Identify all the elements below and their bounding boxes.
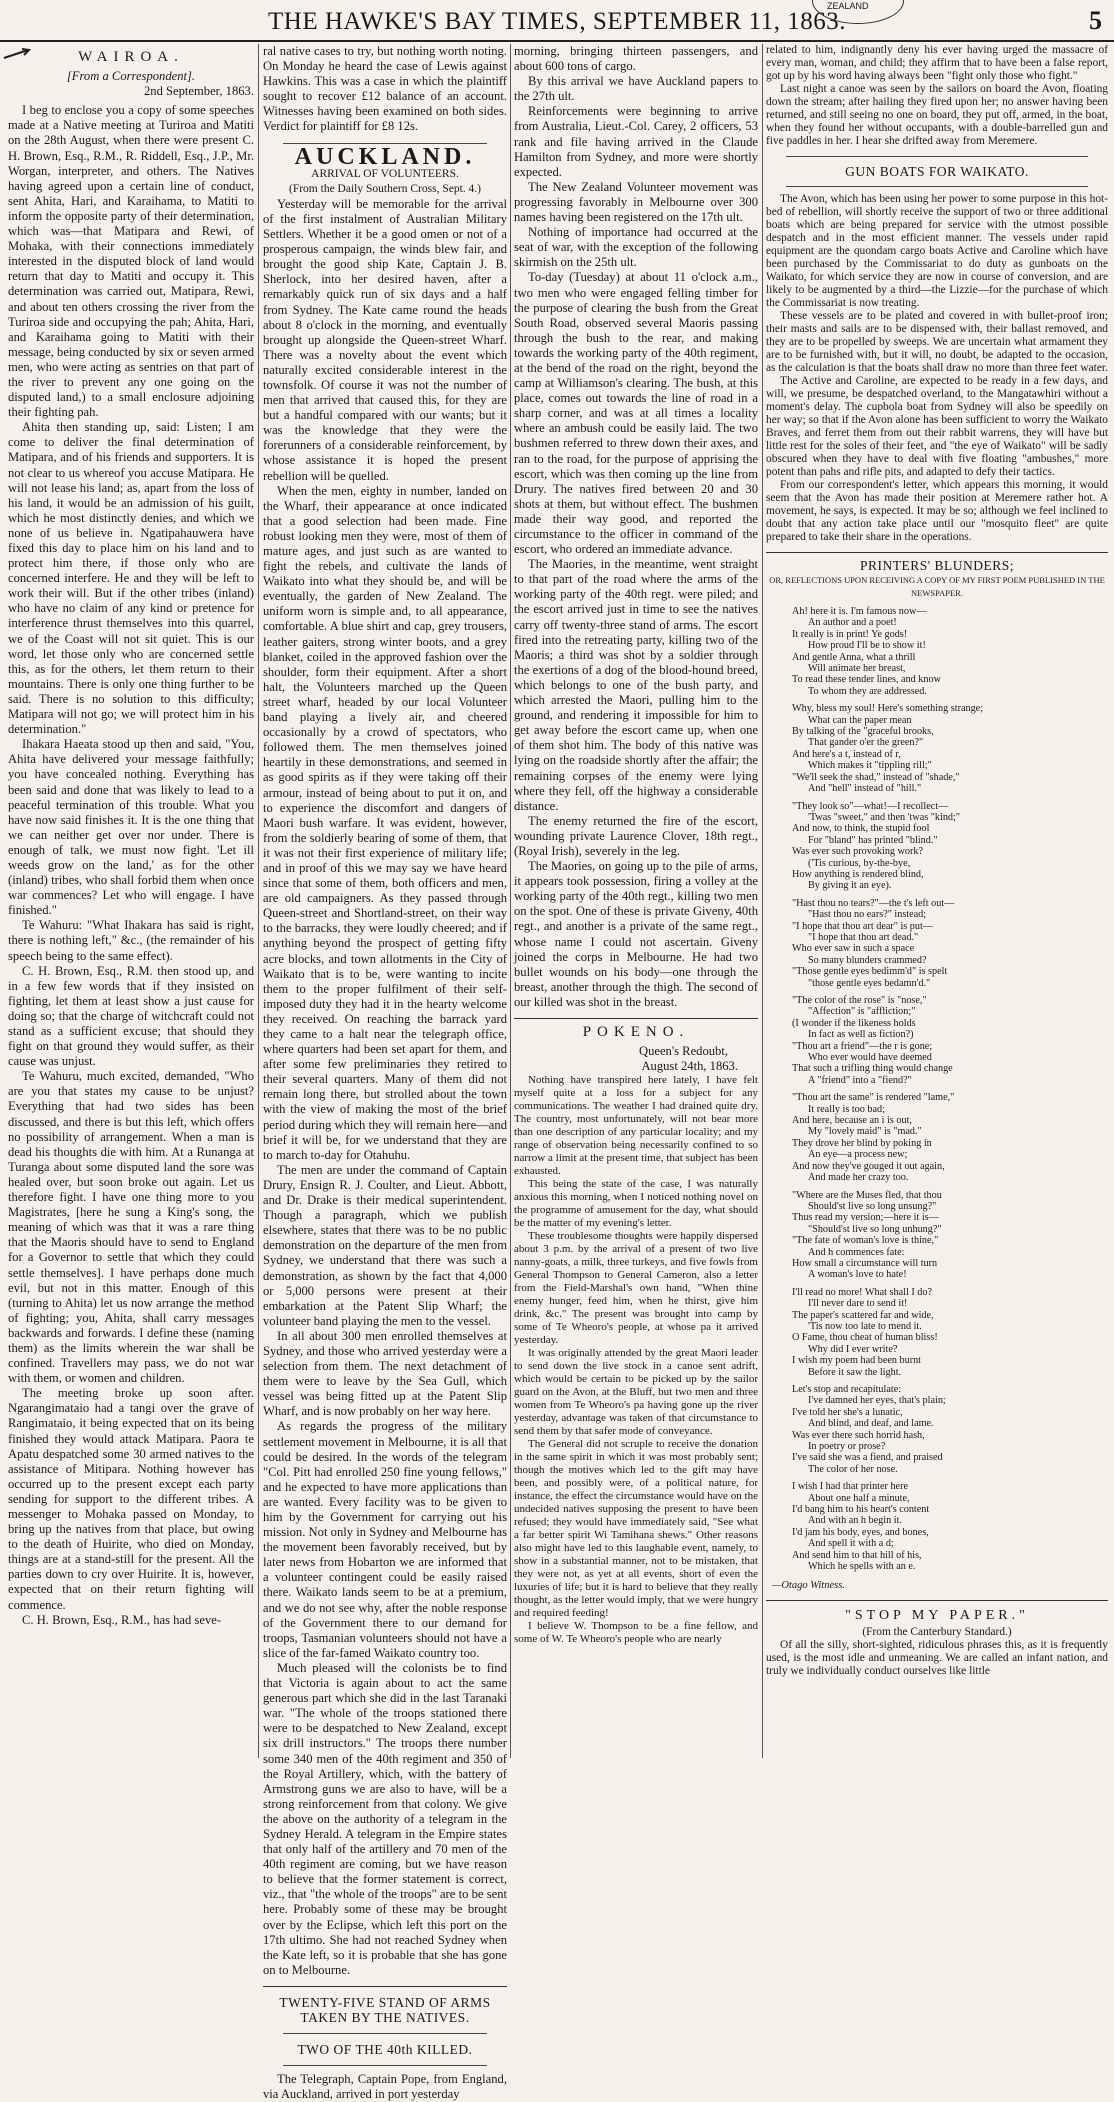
poem-line: I've damned her eyes, that's plain;	[808, 1395, 946, 1407]
poem-line: And with an h begin it.	[808, 1515, 902, 1527]
paragraph: Te Wahuru, much excited, demanded, "Who are you that states my cause to be unjust? Everything that had two sides has been discussed, and there is but this left, which offers no possibility of arrangement. When a man is dead his thoughts die with him. At a Runanga at Turanga about some disputed land the sore was healed over, but soon broke out again. Let us therefore fight. I have one thing more to you Magistrates, [here he sung a King's song, the meaning of which was that it was a rare thing that the Maoris should have to send to England for a Governor to settle that which they could settle themselves]. I have perhaps done much evil, but not in this matter. Enough of this (turning to Ahita) let us now arrange the method of fighting; you, Ahita, shall carry messages backwards and forwards. I define these (naming them) as the limits wherein the war shall be confined. Travellers may pass, we do not war with them, or women and children.	[8, 1069, 254, 1386]
poem-line: The color of her nose.	[808, 1463, 898, 1475]
poem-line: "I hope that thou art dead."	[808, 931, 919, 943]
column-1	[8, 44, 254, 1758]
poem-line: How anything is rendered blind,	[792, 868, 924, 880]
poem-line: A "friend" into a "fiend?"	[808, 1074, 912, 1086]
poem-line: And made her crazy too.	[808, 1172, 909, 1184]
poem-line: Which makes it "tippling rill;"	[808, 760, 932, 772]
paragraph: Ahita then standing up, said: Listen; I am come to deliver the final determination of Matipara, and of his friends and supporters. It is not clear to us whereof you accuse Matipara. He will not lease his land; as, apart from the loss of his land, it would be an admission of his guilt, which he most distinctly denies, and which we none of us believe in. Ngatipahauwera have fixed this day to place him on his land and to protect him there, if those only who are concerned interfere. He and they will be left to work their will. But if the other tribes (inland) who have no claim of any kind or pretence for interference thrust themselves into this quarrel, we of the Coast will not sit quiet. This is our word, let those only who are concerned settle this, as for the others, let them return to their mountains. There is only one thing further to be said. There is no solution to this difficulty; Matipara will not go; we will protect him in his determination."	[8, 420, 254, 737]
poem-line: An eye—a process new;	[808, 1149, 908, 1161]
poem-line: (I wonder if the likeness holds	[792, 1017, 916, 1029]
paragraph: The men are under the command of Captain Drury, Ensign R. J. Coulter, and Lieut. Abbott, and Dr. Drake is their medical superintendent. Though a paragraph, which we publish elsewhere, states that there was to be no public demonstration on the departure of the men from Sydney, we understand that there was such a demonstration, as shown by the fact that 4,000 or 5,000 persons were present at their embarkation at the Patent Slip Wharf; the volunteer band playing the men to the vessel.	[263, 1162, 507, 1328]
poem-heading: PRINTERS' BLUNDERS;	[859, 558, 1015, 573]
poem-line: Will animate her breast,	[808, 663, 906, 675]
poem-line: Thus read my version;—here it is—	[792, 1212, 939, 1224]
paragraph: The enemy returned the fire of the escort, wounding private Laurence Clover, 18th regt., (Royal Irish), severely in the leg.	[514, 813, 758, 858]
poem-line: And now, to think, the stupid fool	[792, 823, 930, 835]
poem-line: They drove her blind by poking in	[792, 1137, 932, 1149]
poem-line: My "lovely maid" is "mad."	[808, 1126, 922, 1138]
divider	[786, 156, 1088, 157]
divider	[283, 2033, 487, 2034]
dateline: August 24th, 1863.	[641, 1059, 738, 1074]
poem-line: I'll read no more! What shall I do?	[792, 1286, 932, 1298]
paragraph: The Active and Caroline, are expected to be ready in a few days, and will, we presume, be despatched overland, to the Mangatawhiri without a moment's delay. The cupbola boat from Sydney will also be speedily on her way; so that if the Avon alone has been sufficient to worry the Waikato Braves, and ferret them from out their rabbit warrens, they will have but little rest for the soles of their feet, and "the eye of Waikato" will be sadly obscured when they have to deal with five floating "ambushes," more potent than pahs and rifle pits, and adapted to defy their tactics.	[766, 375, 1108, 478]
paragraph: By this arrival we have Auckland papers to the 27th ult.	[514, 74, 758, 104]
poem-line: It really is too bad;	[808, 1103, 885, 1115]
poem-line: O Fame, thou cheat of human bliss!	[792, 1332, 938, 1344]
masthead	[0, 0, 1114, 42]
poem-line: Was ever there such horrid hash,	[792, 1429, 925, 1441]
paragraph: These vessels are to be plated and covered in with bullet-proof iron; their masts and sails are to be dispensed with, their ballast removed, and they are to be propelled by sweeps. We are uncertain what armament they are to be furnished with, but it will, no doubt, be adapted to the occasion, as the calculation is that the boats shall draw no more than three feet water.	[766, 310, 1108, 374]
poem-line: An author and a poet!	[808, 617, 897, 629]
article-heading-stop-my-paper: "STOP MY PAPER."	[845, 1607, 1029, 1623]
column-rule	[762, 44, 763, 1758]
subheading: ARRIVAL OF VOLUNTEERS.	[311, 167, 459, 180]
paragraph: ral native cases to try, but nothing worth noting. On Monday he heard the case of Lewis against Hawkins. This was a case in which the plaintiff sought to recover £12 balance of an account. Witnesses having been examined on both sides. Verdict for plaintiff for £8 12s.	[263, 44, 507, 134]
paragraph: The Maories, in the meantime, went straight to that part of the road where the arms of the working party of the 40th regt. were piled; and the escort arrived just in time to see the natives carry off twenty-three stand of arms. The escort fired into the retreating party, killing two of the Maoris; a third was shot by a soldier through the exertions of a dog of the blood-hound breed, which belongs to one of the bush party, and which arrested the Maori, pulling him to the ground, and rendering it impossible for him to get away before the escort came up, when one of them shot him. The body of this native was lying on the roadside shortly after the affair; the remaining corpses of the enemy were lying where they fell, off the highway a considerable distance.	[514, 557, 758, 813]
paragraph: C. H. Brown, Esq., R.M., has had seve-	[22, 1612, 222, 1627]
poem-line: And here's a t, instead of r,	[792, 748, 901, 760]
poem-line: I'd bang him to his heart's content	[792, 1504, 930, 1516]
poem-line: I've told her she's a lunatic,	[792, 1406, 903, 1418]
newspaper-title: THE HAWKE'S BAY TIMES, SEPTEMBER 11, 1863.	[268, 8, 846, 35]
article-source: (From the Daily Southern Cross, Sept. 4.)	[289, 182, 481, 195]
poem-line: "Thou art the same" is rendered "lame,"	[792, 1092, 955, 1104]
article-heading-wairoa: WAIROA.	[78, 49, 184, 65]
poem-line: And gentle Anna, what a thrill	[792, 651, 916, 663]
article-heading-gunboats: GUN BOATS FOR WAIKATO.	[845, 164, 1029, 179]
poem-stanza	[792, 1481, 1108, 1572]
article-heading-arms: TWENTY-FIVE STAND OF ARMS	[279, 1994, 491, 2010]
poem-stanza	[792, 1287, 1108, 1378]
paragraph: This being the state of the case, I was naturally anxious this morning, when I noticed nothing novel on the programme of amusement for the day, what should be the matter of my evening's letter.	[514, 1178, 758, 1230]
poem-line: And here, because an i is out,	[792, 1115, 912, 1127]
paragraph: The Avon, which has been using her power to some purpose in this hot-bed of rebellion, will shortly receive the support of two or three additional boats which are being prepared for service with the utmost possible despatch and in the most efficient manner. The vessels under rapid equipment are the quondam cargo boats Active and Caroline which have been purchased by the Commissariat to do duty as gunboats on the Waikato, for which service they are now in course of conversion, and are likely to be augmented by a third—the Lizzie—for the purchase of which the Commissariat is now treating.	[766, 193, 1108, 309]
poem-line: I wish my poem had been burnt	[792, 1355, 922, 1367]
poem-line: Should'st live so long unsung?"	[808, 1200, 937, 1212]
poem-line: It really is in print! Ye gods!	[792, 628, 908, 640]
paragraph: The General did not scruple to receive the donation in the same spirit in which it was most probably sent; though the motives which led to the gift may have been, and possibly were, of a political nature, for instance, the effect the circumstance would have on the undecided natives supposing the present to have been refused; they would have immediately said, "See what a far better spirit Wi Tamihana shews." Other reasons also might have led to this laughable event, namely, to show in a substantial manner, not to be mistaken, that they were not, as yet at all events, short of even the luxuries of life; but it is hard to believe that they really thought, as the letter would imply, that we were hungry and required feeding!	[514, 1438, 758, 1620]
paragraph: related to him, indignantly deny his ever having urged the massacre of every man, woman, and child; they affirm that to have been a false report, got up by his word having always been "fight only those who fight."	[766, 44, 1108, 82]
article-heading-killed: TWO OF THE 40th KILLED.	[297, 2042, 473, 2058]
poem-stanza	[792, 606, 1108, 697]
page-number: 5	[1089, 6, 1102, 35]
article-heading-pokeno: POKENO.	[582, 1024, 690, 1040]
poem-line: Who ever saw in such a space	[792, 943, 915, 955]
poem-line: "Thou art a friend"—the r is gone;	[792, 1040, 933, 1052]
poem-line: "We'll seek the shad," instead of "shade,"	[792, 771, 960, 783]
column-rule	[258, 44, 259, 1758]
poem-credit: —Otago Witness.	[772, 1579, 845, 1591]
paragraph: Reinforcements were beginning to arrive from Australia, Lieut.-Col. Carey, 2 officers, 53 rank and file having arrived in the Claude Hamilton from Sydney, and more were shortly expected.	[514, 104, 758, 179]
place: Queen's Redoubt,	[638, 1044, 728, 1059]
article-heading-auckland: AUCKLAND.	[294, 143, 476, 170]
poem-line: To whom they are addressed.	[808, 685, 927, 697]
paragraph: From our correspondent's letter, which appears this morning, it would seem that the Avon has made their position at Meremere rather hot. A movement, he says, is expected. It may be so; although we feel inclined to doubt that any action take place until our "mosquito fleet" are quite prepared to take their share in the operations.	[766, 479, 1108, 543]
column-4	[766, 44, 1108, 1758]
paragraph: Much pleased will the colonists be to find that Victoria is again about to act the same generous part which she did in the last Taranaki war. "The whole of the troops stationed there were to be despatched to New Zealand, except six drill instructors." The troops there number some 340 men of the 40th regiment and 350 of the Royal Artillery, which, with the battery of Armstrong guns we are also to have, will be a strong reinforcement from that colony. We give the above on the authority of a telegram in the Sydney Herald. A telegram in the Empire states that only half of the artillery and 70 men of the 40th regiment are coming, but we have reason to believe that the former statement is correct, viz., that "the whole of the troops" are to be sent here. Probably some of these may be brought over by the Eclipse, which left this port on the 17th ultimo. She had not reached Sydney when the Kate left, so it is probable that she has gone on to Melbourne.	[263, 1660, 507, 1977]
poem-stanza	[792, 1092, 1108, 1183]
paragraph: I believe W. Thompson to be a fine fellow, and some of W. Te Wheoro's people who are nearly	[514, 1620, 758, 1646]
paragraph: The meeting broke up soon after. Ngarangimataio had a tangi over the grave of Rangimataio, it being expected that on its being finished they would attack Matipara. Paora te Apatu despatched some 30 armed natives to the assistance of Mitipara. Nothing however has occurred up to the present except each party sending for support to the different tribes. A messenger to Mohaka passed on Monday, to bring up the natives from that place, but owing to the death of Huirite, who died on Monday, things are at a stand-still for the present. All the parties down to cry over Huirite. It is, however, expected that on their return fighting will commence.	[8, 1386, 254, 1612]
poem-line: How proud I'll be to show it!	[808, 640, 926, 652]
poem-line: In fact as well as fiction?)	[808, 1029, 914, 1041]
poem-line: Why did I ever write?	[808, 1343, 898, 1355]
poem-line: About one half a minute,	[808, 1492, 910, 1504]
paragraph: The Maories, on going up to the pile of arms, it appears took possession, firing a volley at the working party of the 40th regt., killing two men on the spot. One of these is private Giveny, 40th regt., and another is a private of the same regt., whose name I could not ascertain. Giveny joined the corps in Melbourne. He had two bullet wounds on his body—one through the breast, another through the thigh. The second of our killed was shot in the breast.	[514, 859, 758, 1009]
paragraph: Ihakara Haeata stood up then and said, "You, Ahita have delivered your message faithfully; you have concealed nothing. Everything has been said and done that was likely to lead to a peaceful termination of this trouble. What you have now said finishes it. It is the one thing that we can neither get over nor under. There is enough of talk, we must now fight. 'Let ill weeds grow on the land,' as for the other (inland) tribes, who shall forbid them when once war commences? Let who will engage. I have finished."	[8, 737, 254, 918]
poem-line: What can the paper mean	[808, 714, 912, 726]
paragraph: Te Wahuru: "What Ihakara has said is right, there is nothing left," &c., (the remainder of his speech being to the same effect).	[8, 918, 254, 963]
divider	[263, 1986, 507, 1987]
divider	[766, 552, 1108, 553]
paragraph: The Telegraph, Captain Pope, from England, via Auckland, arrived in port yesterday	[263, 2072, 507, 2102]
paragraph: Nothing have transpired here lately, I have felt myself quite at a loss for a subject for any communications. The weather I had drained quite dry. The country, most unfortunately, will not bear more than one description of any particular locality; and my range of observation being necessarily confined to so narrow a limit at the present time, that subject has been exhausted.	[514, 1074, 758, 1178]
article-source: (From the Canterbury Standard.)	[862, 1625, 1012, 1638]
poem-line: In poetry or prose?	[808, 1441, 886, 1453]
divider	[786, 186, 1088, 187]
article-heading-arms-2: TAKEN BY THE NATIVES.	[300, 2010, 470, 2025]
poem-line: "They look so"—what!—I recollect—	[792, 800, 949, 812]
paragraph: C. H. Brown, Esq., R.M. then stood up, and in a few few words that if they insisted on fighting, let them at least show a just cause for doing so; that the charge of witchcraft could not stand as a sufficient excuse; that should they fight on that ground they would suffer, as their cause was unjust.	[8, 963, 254, 1069]
poem-line: Before it saw the light.	[808, 1366, 902, 1378]
column-rule	[510, 44, 511, 1758]
paragraph: Nothing of importance had occurred at the seat of war, with the exception of the following skirmish on the 25th ult.	[514, 225, 758, 270]
poem-line: Let's stop and recapitulate:	[792, 1384, 902, 1395]
poem-line: And blind, and deaf, and lame.	[808, 1418, 934, 1430]
poem-line: "The fate of woman's love is thine,"	[792, 1235, 939, 1247]
poem-line: And spell it with a d;	[808, 1538, 894, 1550]
poem-line: So many blunders crammed?	[808, 954, 927, 966]
poem-line: "those gentle eyes bedamn'd."	[808, 977, 931, 989]
poem-line: I'll never dare to send it!	[808, 1298, 908, 1310]
poem-line: "I hope that thou art dear" is put—	[792, 920, 934, 932]
article-source: [From a Correspondent].	[66, 69, 196, 84]
paragraph: I beg to enclose you a copy of some speeches made at a Native meeting at Turiroa and Matiti on the 28th August, when there were present C. H. Brown, Esq., R.M., R. Riddell, Esq., J.P., Mr. Worgan, interpreter, and others. The Natives having agreed upon a certain line of conduct, sent Ahita, Hari, and Karaihama, to Matiti to inform the opposite party of their determination, which was—that Matipara and Rewi, of Mohaka, with their connections immediately interested in the disputed block of land would return that day to Matiti and occupy it. This determination was carried out, Matipara, Rewi, and about ten others crossing the river from the Turiroa side and occupying the pah; Ahita, Hari, and Karaihama going to Matiti with their message, being conducted by six or seven armed men, who were acting as sentries on that part of the river to prevent any one going on the disputed land,) to a small enclosure adjoining their fighting pah.	[8, 103, 254, 420]
poem-line: Who ever would have deemed	[808, 1052, 932, 1064]
dateline: 2nd September, 1863.	[143, 84, 254, 99]
paragraph: Last night a canoe was seen by the sailors on board the Avon, floating down the stream; after hailing they fired upon her; no answer having been returned, and still seeing no one on board, they put off, armed, in the boat, when they found her without occupants, with a double-barrelled gun and five paddles in her. I hear she drifted away from Meremere.	[766, 83, 1108, 147]
poem-line: 'Tis now too late to mend it.	[808, 1320, 922, 1332]
paragraph: In all about 300 men enrolled themselves at Sydney, and those who arrived yesterday were a selection from them. The next detachment of them were to leave by the Sea Gull, which vessel was being fitted up at the Patent Slip Wharf, and is now probably on her way here.	[263, 1328, 507, 1419]
divider	[283, 2065, 487, 2066]
column-3	[514, 44, 758, 1758]
poem-line: I wish I had that printer here	[792, 1481, 908, 1493]
poem-line: "The color of the rose" is "nose,"	[792, 995, 927, 1006]
poem-line: I've said she was a fiend, and praised	[792, 1452, 943, 1464]
poem-line: "Should'st live so long unhung?"	[808, 1223, 942, 1235]
poem-line: That such a trifling thing would change	[792, 1063, 953, 1075]
poem-line: "Affection" is "affliction;"	[808, 1006, 916, 1018]
poem-line: And now they've gouged it out again,	[792, 1160, 945, 1172]
paragraph: Yesterday will be memorable for the arrival of the first instalment of Australian Military Settlers. Whether it be a good omen or not of a prosperous campaign, the winds blew fair, and brought the good ship Kate, Captain J. B. Sherlock, into her desired haven, after a remarkably quick run of six days and a half from Sydney. The Kate came round the heads about 8 o'clock in the morning, and eventually brought up alongside the Queen-street Wharf. There was a novelty about the event which naturally excited considerable interest in the townsfolk. Of course it was not the number of men that arrived that caused this, for they are but a handful compared with our wants; but it was the knowledge that they were the forerunners of a considerable reinforcement, by whose assistance it is hoped the present rebellion will be quelled.	[263, 196, 507, 483]
poem-stanza	[792, 1190, 1108, 1281]
poem-line: Which he spells with an e.	[808, 1561, 916, 1573]
paragraph: When the men, eighty in number, landed on the Wharf, their appearance at once indicated that a good selection had been made. Fine robust looking men they were, most of them of mature ages, and just such as are wanted to fight the rebels, and cultivate the lands of Waikato into what they should be, and will be eventually, the garden of New Zealand. The uniform worn is simple and, to all appearance, comfortable. A blue shirt and cap, grey trousers, leather gaiters, strong winter boots, and a grey blanket, coiled in the approved fashion over the shoulder, form their equipment. After a short halt, the Volunteers marched up the Queen street wharf, headed by our local Volunteer band playing a lively air, and cheered occasionally by a crowd of spectators, who followed them. The men themselves joined heartily in these demonstrations, and seemed in as good spirits as if they were taking off their armour, instead of being about to put it on, and to experience the discomfort and dangers of Maori bush warfare. It was evident, however, from the soldierly bearing of some of them, that it was not their first experience of military life; and in proof of this we may say we have heard since that some of them, both officers and men, are old campaigners. As they passed through Queen-street and Shortland-street, on their way to the barracks, they were loudly cheered; and if anything beyond the prospect of getting fifty acre blocks, and town allotments in the City of Waikato that is to be, were wanting to incite them to the proper fulfilment of their self-imposed duty they had it in the hearty welcome they received. On reaching the barrack yard they came to a halt near the telegraph office, where quarters had been set apart for them, and after some few preliminaries they retired to their several quarters. Many of them did not remain long there, but strolled about the town with the view of making the most of the brief period during which they will remain here—and brief it will be, for we understand that they are to march to-day for Otahuhu.	[263, 483, 507, 1162]
poem-line: ('Tis curious, by-the-bye,	[808, 857, 911, 869]
paragraph: To-day (Tuesday) at about 11 o'clock a.m., two men who were engaged felling timber for the purpose of clearing the bush from the Great South Road, observed several Maoris passing through the bush to the rear, and making towards the working party of the 40th regiment, at the bend of the road on the right, beyond the camp at Williamson's clearing. The bush, at this place, comes out towards the line of road in a sharp corner, and was at all times a locality where an ambush could be easily laid. The two bushmen referred to threw down their axes, and ran to the road, for the purpose of apprising the escort, which was then coming up the line from Drury. The natives fired between 20 and 30 shots at them, but without effect. The bushmen made their way good, and reported the circumstance to the officer in command of the escort, who ordered an immediate advance.	[514, 270, 758, 557]
poem-stanza	[792, 801, 1108, 892]
column-2	[263, 44, 507, 2102]
poem-line: I'd jam his body, eyes, and bones,	[792, 1526, 929, 1538]
poem-subheading: OR, REFLECTIONS UPON RECEIVING A COPY OF MY FIRST POEM PUBLISHED IN THE NEWSPAPER.	[769, 575, 1105, 598]
poem-line: 'Twas "sweet," and then 'twas "kind;"	[808, 811, 961, 823]
poem-line: Why, bless my soul! Here's something strange;	[792, 703, 984, 715]
poem-stanza	[792, 898, 1108, 989]
poem-line: "Those gentle eyes bedimm'd" is spelt	[792, 966, 948, 978]
paragraph: As regards the progress of the military settlement movement in Melbourne, it is all that could be desired. In the words of the telegram "Col. Pitt had enrolled 250 fine young fellows," and he expected to have more applications than are wanted. Every facility was to be given to him by the Government for carrying out his mission. Not only in Sydney and Melbourne has the movement been favorably received, but by later news from Hobarton we are informed that a volunteer contingent could be easily raised there. Waikato lands seem to be at a premium, and we do not see why, after the noble response of the Government there to our demand for troops, Tasmanian volunteers should not have a slice of the far-famed Waikato country too.	[263, 1419, 507, 1660]
poem-line: And h commences fate:	[808, 1246, 905, 1258]
paragraph: morning, bringing thirteen passengers, and about 600 tons of cargo.	[514, 44, 758, 74]
poem-line: Was ever such provoking work?	[792, 846, 924, 858]
poem-stanza	[792, 1384, 1108, 1475]
poem-line: By talking of the "graceful brooks,	[792, 726, 934, 738]
poem-line: "Hast thou no ears?" instead;	[808, 909, 927, 921]
paragraph: Of all the silly, short-sighted, ridiculous phrases this, as it is frequently used, is the most idle and unmeaning. We are called an infant nation, and truly we individually conduct ourselves like little	[766, 1638, 1108, 1677]
poem	[792, 606, 1108, 1573]
poem-line: That gander o'er the green?"	[808, 737, 924, 749]
poem-stanza	[792, 703, 1108, 794]
paragraph: These troublesome thoughts were happily dispersed about 3 p.m. by the arrival of a present of two live nanny-goats, a milk, three turkeys, and five fowls from General Thompson to General Cameron, also a letter from the Field-Marshal's own hand, "When thine enemy hunger, feed him, when he thirst, give him drink, &c." The present was brought into camp by some of Te Wheoro's people, at whose pa it arrived yesterday.	[514, 1230, 758, 1347]
poem-line: The paper's scattered far and wide,	[792, 1309, 934, 1321]
paragraph: The New Zealand Volunteer movement was progressing favorably in Melbourne over 300 names having been registered on the 17th ult.	[514, 179, 758, 225]
poem-line: How small a circumstance will turn	[792, 1257, 938, 1269]
poem-line: To read these tender lines, and know	[792, 674, 941, 686]
divider	[514, 1018, 758, 1019]
stamp-text: ZEALAND	[827, 1, 869, 11]
paragraph: It was originally attended by the great Maori leader to send down the live stock in a canoe sent adrift, which would be certain to be picked up by the sailor guard on the Avon, at the Bluff, but two men and three women from Te Wheoro's pa having gone up the river yesterday, advantage was taken of that circumstance to send them by that safer mode of conveyance.	[514, 1347, 758, 1438]
poem-line: By giving it an eye).	[808, 880, 892, 892]
poem-line: Ah! here it is. I'm famous now—	[792, 606, 927, 617]
poem-line: A woman's love to hate!	[808, 1269, 907, 1281]
poem-line: "Hast thou no tears?"—the t's left out—	[792, 897, 955, 909]
poem-line: For "bland" has printed "blind."	[808, 834, 938, 846]
poem-line: And send him to that hill of his,	[792, 1549, 922, 1561]
divider	[766, 1600, 1108, 1601]
poem-line: "Where are the Muses fled, that thou	[792, 1189, 942, 1201]
poem-stanza	[792, 995, 1108, 1086]
poem-line: And "hell" instead of "hill."	[808, 783, 922, 795]
